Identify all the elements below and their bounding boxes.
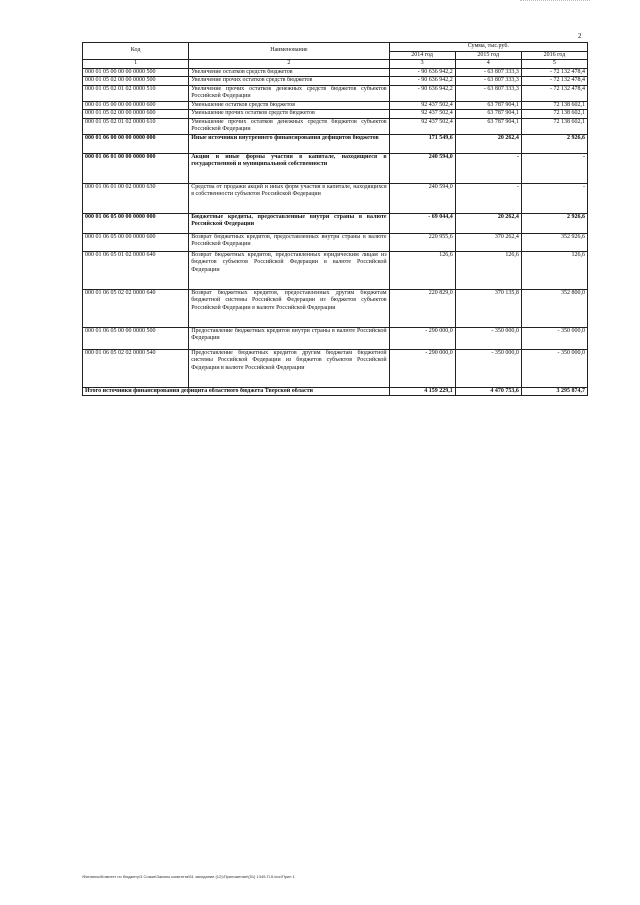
column-number: 2 <box>189 60 389 69</box>
row-code: 000 01 06 01 00 00 0000 000 <box>83 153 189 183</box>
row-value-2016: - 72 132 478,4 <box>521 85 587 101</box>
row-value-2015: - 350 000,0 <box>455 327 521 349</box>
table-row <box>83 101 588 110</box>
table-row <box>83 77 588 86</box>
row-name: Возврат бюджетных кредитов, предоставленных юридическим лицам из бюджетов субъектов Российской Федерации в валюте Российской Федерации <box>189 251 389 289</box>
row-value-2015: 63 787 904,1 <box>455 118 521 134</box>
column-number: 5 <box>521 60 587 69</box>
row-value-2015: - <box>455 183 521 213</box>
row-name: Увеличение остатков средств бюджетов <box>189 68 389 77</box>
row-value-2014: 171 549,6 <box>389 134 455 153</box>
table-row <box>83 213 588 233</box>
page-number: 2 <box>578 32 582 40</box>
row-name: Бюджетные кредиты, предоставленные внутри страны в валюте Российской Федерации <box>189 213 389 233</box>
row-value-2014: 220 829,0 <box>389 289 455 327</box>
header-year-2014: 2014 год <box>389 51 455 60</box>
total-2014: 4 159 229,1 <box>389 387 455 396</box>
row-value-2016: 72 138 602,1 <box>521 101 587 110</box>
row-value-2015: - 63 807 333,3 <box>455 85 521 101</box>
row-code: 000 01 05 00 00 00 0000 500 <box>83 68 189 77</box>
table-row <box>83 327 588 349</box>
table-body <box>83 68 588 387</box>
table-row <box>83 183 588 213</box>
column-number-row <box>83 60 588 69</box>
header-code: Код <box>83 43 189 60</box>
row-value-2014: - 90 636 942,2 <box>389 68 455 77</box>
row-code: 000 01 05 02 01 02 0000 510 <box>83 85 189 101</box>
column-number: 4 <box>455 60 521 69</box>
row-value-2015: - 350 000,0 <box>455 349 521 387</box>
row-value-2015: 20 262,4 <box>455 134 521 153</box>
row-value-2014: - 90 636 942,2 <box>389 85 455 101</box>
table-row <box>83 134 588 153</box>
footer-file-path: \Финансы\Комитет по бюджету\3 Созыв\Законы комитета\51 заседание (12)\Приложение\(51) 1349-П-5.doc\Прил 1 <box>82 874 295 879</box>
row-name: Возврат бюджетных кредитов, предоставленных другим бюджетам бюджетной системы Российской Федерации из бюджетов субъектов Российской Федерации в валюте Российской Федерации <box>189 289 389 327</box>
row-name: Иные источники внутреннего финансирования дефицитов бюджетов <box>189 134 389 153</box>
row-value-2015: 63 787 904,1 <box>455 101 521 110</box>
row-name: Акции и иные формы участия в капитале, находящиеся в государственной и муниципальной собственности <box>189 153 389 183</box>
row-value-2014: - 290 000,0 <box>389 327 455 349</box>
row-name: Уменьшение прочих остатков денежных средств бюджетов субъектов Российской Федерации <box>189 118 389 134</box>
row-value-2016: 2 926,6 <box>521 213 587 233</box>
row-value-2016: 72 138 602,1 <box>521 110 587 119</box>
row-code: 000 01 05 02 01 02 0000 610 <box>83 118 189 134</box>
scan-artifact-line <box>520 0 590 3</box>
row-value-2014: 220 955,6 <box>389 233 455 251</box>
column-number: 3 <box>389 60 455 69</box>
row-name: Уменьшение прочих остатков средств бюджетов <box>189 110 389 119</box>
row-value-2016: - <box>521 183 587 213</box>
row-value-2015: 370 262,4 <box>455 233 521 251</box>
row-name: Увеличение прочих остатков средств бюджетов <box>189 77 389 86</box>
row-value-2014: 240 594,0 <box>389 153 455 183</box>
total-row <box>83 387 588 396</box>
header-name: Наименование <box>189 43 389 60</box>
row-value-2014: 126,6 <box>389 251 455 289</box>
row-code: 000 01 06 05 02 02 0000 540 <box>83 349 189 387</box>
row-value-2016: - 72 132 478,4 <box>521 68 587 77</box>
row-value-2015: 370 135,8 <box>455 289 521 327</box>
row-value-2015: - 63 807 333,3 <box>455 68 521 77</box>
header-year-2015: 2015 год <box>455 51 521 60</box>
row-code: 000 01 06 05 01 02 0000 640 <box>83 251 189 289</box>
row-name: Средства от продажи акций и иных форм участия в капитале, находящихся в собственности субъектов Российской Федерации <box>189 183 389 213</box>
financing-sources-table <box>82 42 588 396</box>
row-code: 000 01 06 05 00 00 0000 500 <box>83 327 189 349</box>
row-code: 000 01 06 05 02 02 0000 640 <box>83 289 189 327</box>
table-row <box>83 85 588 101</box>
row-value-2014: - 69 044,4 <box>389 213 455 233</box>
header-sum: Сумма, тыс.руб. <box>389 43 587 52</box>
row-value-2016: - 350 000,0 <box>521 349 587 387</box>
table-row <box>83 153 588 183</box>
row-value-2015: - <box>455 153 521 183</box>
row-value-2016: 352 926,6 <box>521 233 587 251</box>
header-year-2016: 2016 год <box>521 51 587 60</box>
table-row <box>83 251 588 289</box>
row-code: 000 01 05 02 00 00 0000 600 <box>83 110 189 119</box>
row-value-2014: - 290 000,0 <box>389 349 455 387</box>
row-value-2016: 2 926,6 <box>521 134 587 153</box>
row-value-2015: 126,6 <box>455 251 521 289</box>
column-number: 1 <box>83 60 189 69</box>
row-name: Увеличение прочих остатков денежных средств бюджетов субъектов Российской Федерации <box>189 85 389 101</box>
row-name: Возврат бюджетных кредитов, предоставленных внутри страны в валюте Российской Федерации <box>189 233 389 251</box>
row-code: 000 01 05 02 00 00 0000 500 <box>83 77 189 86</box>
row-value-2016: 72 138 602,1 <box>521 118 587 134</box>
row-value-2015: - 63 807 333,3 <box>455 77 521 86</box>
table-row <box>83 110 588 119</box>
row-value-2014: 92 437 502,4 <box>389 110 455 119</box>
table-row <box>83 68 588 77</box>
row-value-2015: 63 787 904,1 <box>455 110 521 119</box>
row-code: 000 01 06 05 00 00 0000 000 <box>83 213 189 233</box>
total-2016: 3 295 874,7 <box>521 387 587 396</box>
row-value-2014: 92 437 502,4 <box>389 118 455 134</box>
row-name: Предоставление бюджетных кредитов внутри страны в валюте Российской Федерации <box>189 327 389 349</box>
row-value-2016: 126,6 <box>521 251 587 289</box>
row-name: Предоставление бюджетных кредитов другим бюджетам бюджетной системы Российской Федерации из бюджетов субъектов Российской Федерации в валюте Российской Федерации <box>189 349 389 387</box>
row-value-2016: - 350 000,0 <box>521 327 587 349</box>
row-code: 000 01 06 05 00 00 0000 600 <box>83 233 189 251</box>
total-label: Итого источники финансирования дефицита областного бюджета Тверской области <box>83 387 390 396</box>
row-value-2016: 352 800,0 <box>521 289 587 327</box>
table-row <box>83 233 588 251</box>
table-row <box>83 118 588 134</box>
row-value-2014: 92 437 502,4 <box>389 101 455 110</box>
row-value-2014: - 90 636 942,2 <box>389 77 455 86</box>
row-value-2015: 20 262,4 <box>455 213 521 233</box>
row-value-2016: - <box>521 153 587 183</box>
row-code: 000 01 05 00 00 00 0000 600 <box>83 101 189 110</box>
table-row <box>83 289 588 327</box>
table-row <box>83 349 588 387</box>
row-code: 000 01 06 01 00 02 0000 630 <box>83 183 189 213</box>
row-value-2014: 240 594,0 <box>389 183 455 213</box>
total-2015: 4 470 753,6 <box>455 387 521 396</box>
row-code: 000 01 06 00 00 00 0000 000 <box>83 134 189 153</box>
row-name: Уменьшение остатков средств бюджетов <box>189 101 389 110</box>
row-value-2016: - 72 132 478,4 <box>521 77 587 86</box>
